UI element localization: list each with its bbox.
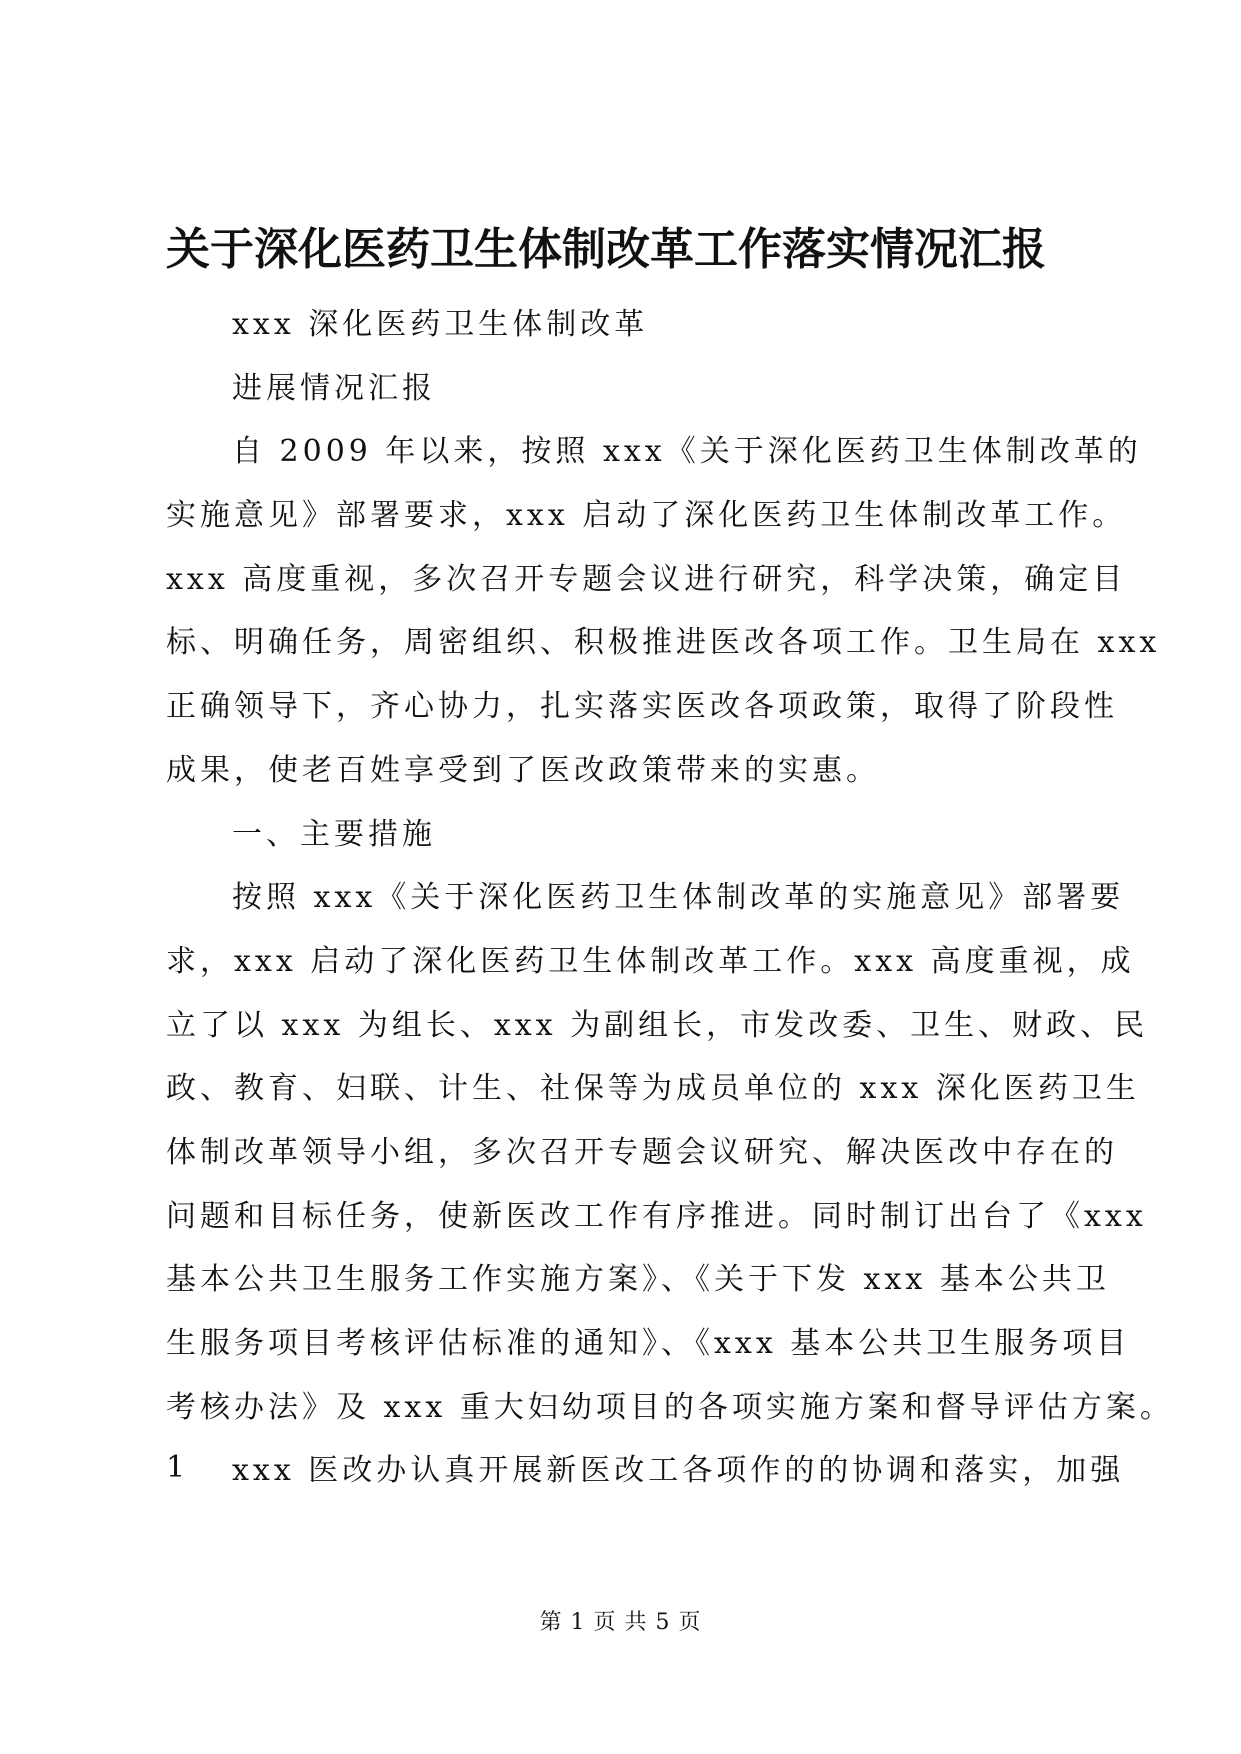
body-line: xxx 深化医药卫生体制改革 xyxy=(232,307,649,342)
document-title: 关于深化医药卫生体制改革工作落实情况汇报 xyxy=(166,224,1046,275)
body-line: xxx 医改办认真开展新医改工各项作的的协调和落实，加强 xyxy=(232,1453,1125,1489)
body-line: 正确领导下，齐心协力，扎实落实医改各项政策，取得了阶段性 xyxy=(166,689,1118,725)
body-line: 考核办法》及 xxx 重大妇幼项目的各项实施方案和督导评估方案。 xyxy=(166,1389,1174,1425)
page-number-mark: 1 xyxy=(166,1450,186,1485)
body-line: 政、教育、妇联、计生、社保等为成员单位的 xxx 深化医药卫生 xyxy=(166,1071,1140,1107)
body-line: 求，xxx 启动了深化医药卫生体制改革工作。xxx 高度重视，成 xyxy=(166,943,1135,979)
body-line: 立了以 xxx 为组长、xxx 为副组长，市发改委、卫生、财政、民 xyxy=(166,1007,1149,1043)
section-heading: 一、主要措施 xyxy=(232,816,436,852)
body-line: xxx 高度重视，多次召开专题会议进行研究，科学决策，确定目 xyxy=(166,561,1127,597)
body-line: 问题和目标任务，使新医改工作有序推进。同时制订出台了《xxx xyxy=(166,1198,1147,1234)
body-line: 标、明确任务，周密组织、积极推进医改各项工作。卫生局在 xxx xyxy=(166,625,1161,661)
document-body xyxy=(166,293,1174,1503)
body-line: 按照 xxx《关于深化医药卫生体制改革的实施意见》部署要 xyxy=(232,880,1125,916)
body-line: 自 2009 年以来，按照 xxx《关于深化医药卫生体制改革的 xyxy=(232,434,1142,470)
body-line: 基本公共卫生服务工作实施方案》、《关于下发 xxx 基本公共卫 xyxy=(166,1262,1110,1298)
page-footer: 第 1 页 共 5 页 xyxy=(539,1610,702,1635)
body-line: 实施意见》部署要求，xxx 启动了深化医药卫生体制改革工作。 xyxy=(166,498,1127,534)
body-line: 进展情况汇报 xyxy=(232,370,436,406)
body-line: 生服务项目考核评估标准的通知》、《xxx 基本公共卫生服务项目 xyxy=(166,1326,1131,1361)
body-line: 体制改革领导小组，多次召开专题会议研究、解决医改中存在的 xyxy=(166,1134,1118,1170)
body-line: 成果，使老百姓享受到了医改政策带来的实惠。 xyxy=(166,752,880,788)
